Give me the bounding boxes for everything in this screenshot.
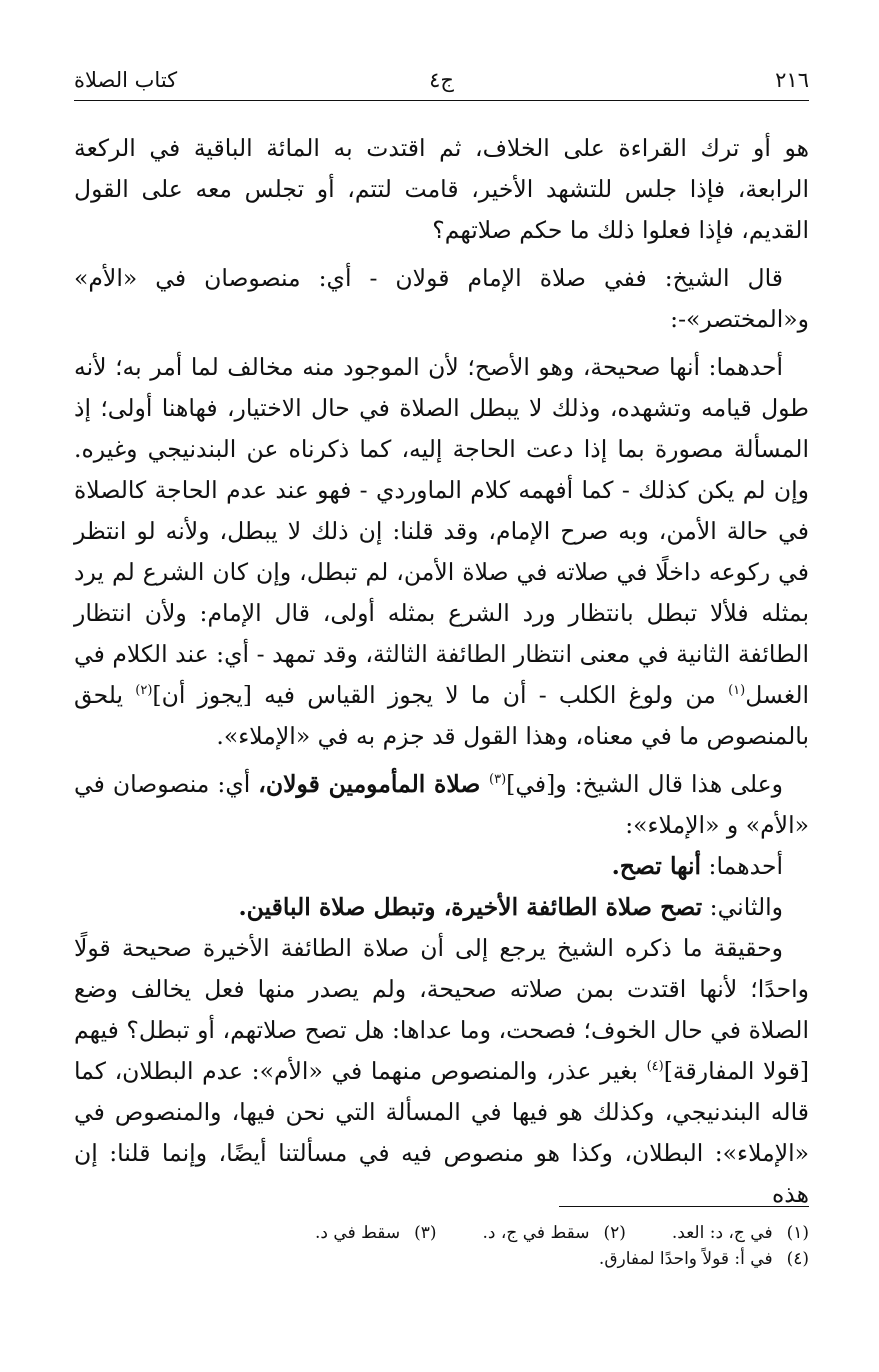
paragraph-6 xyxy=(74,887,809,928)
footnotes xyxy=(74,1220,809,1272)
footnote-ref-4[interactable]: (٤) xyxy=(646,1059,664,1075)
footnote-1 xyxy=(672,1220,809,1246)
footnote-3 xyxy=(315,1220,436,1246)
footnote-2-number: (٢) xyxy=(603,1223,626,1243)
paragraph-3-text-c: يلحق بالمنصوص ما في معناه، وهذا القول قد جزم به في «الإملاء». xyxy=(74,681,809,750)
paragraph-5-text: أحدهما: xyxy=(701,852,783,880)
volume-label: ج٤ xyxy=(429,68,454,92)
paragraph-3-text: أحدهما: أنها صحيحة، وهو الأصح؛ لأن الموجود منه مخالف لما أمر به؛ لأنه طول قيامه وتشهده، وذلك لا يبطل الصلاة في حال الاختيار، فهاهنا أولى؛ إذ المسألة مصورة بما إذا دعت الحاجة إليه، كما ذكرناه عن البندنيجي وغيره. وإن لم يكن كذلك - كما أفهمه كلام الماوردي - فهو عند عدم الحاجة كالصلاة في حالة الأمن، وبه صرح الإمام، وقد قلنا: إن ذلك لا يبطل، ولأنه لو انتظر في ركوعه داخلًا في صلاته في صلاة الأمن، لم تبطل، وإن كان الشرع لم يرد بمثله فلألا تبطل بانتظار ورد الشرع بمثله أولى، قال الإمام: ولأن انتظار الطائفة الثانية في معنى انتظار الطائفة الثالثة، وقد تمهد - أي: عند الكلام في الغسل xyxy=(74,353,810,709)
footnote-2 xyxy=(483,1220,626,1246)
footnote-ref-2[interactable]: (٢) xyxy=(135,683,153,699)
page-number: ٢١٦ xyxy=(775,68,809,92)
paragraph-6-text: والثاني: xyxy=(702,893,783,921)
header-divider xyxy=(74,100,809,101)
paragraph-2 xyxy=(74,258,809,340)
paragraph-2-text: قال الشيخ: ففي صلاة الإمام قولان - أي: منصوصان في «الأم» و«المختصر»-: xyxy=(74,264,809,333)
book-title: كتاب الصلاة xyxy=(74,68,178,92)
paragraph-4-bold: صلاة المأمومين قولان، xyxy=(258,770,490,798)
footnote-ref-1[interactable]: (١) xyxy=(728,683,746,699)
main-text xyxy=(74,128,809,1215)
paragraph-7-text-b: بغير عذر، والمنصوص منهما في «الأم»: عدم البطلان، كما قاله البندنيجي، وكذلك هو فيها في المسألة التي نحن فيها، والمنصوص في «الإملاء»: البطلان، وكذا هو منصوص فيه في مسألتنا أيضًا، وإنما قلنا: إن هذه xyxy=(74,1057,809,1208)
footnote-1-text: في ج، د: العد. xyxy=(671,1223,773,1243)
paragraph-4-text-b: أي: منصوصان في «الأم» و «الإملاء»: xyxy=(74,770,809,839)
footnote-ref-3[interactable]: (٣) xyxy=(489,772,507,788)
paragraph-3-text-b: من ولوغ الكلب - أن ما لا يجوز القياس فيه [يجوز أن] xyxy=(152,681,729,709)
footnote-row-2 xyxy=(74,1246,809,1272)
page-header xyxy=(74,64,809,98)
paragraph-7 xyxy=(74,928,809,1215)
paragraph-4-text: وعلى هذا قال الشيخ: و[في] xyxy=(506,770,783,798)
footnote-1-number: (١) xyxy=(786,1223,809,1243)
footnote-4-number: (٤) xyxy=(786,1249,809,1269)
paragraph-1-text: هو أو ترك القراءة على الخلاف، ثم اقتدت به المائة الباقية في الركعة الرابعة، فإذا جلس للتشهد الأخير، قامت لتتم، أو تجلس معه على القول القديم، فإذا فعلوا ذلك ما حكم صلاتهم؟ xyxy=(74,134,809,244)
footnote-3-text: سقط في د. xyxy=(315,1223,401,1243)
footnote-row-1 xyxy=(74,1220,809,1246)
paragraph-3 xyxy=(74,347,809,757)
paragraph-6-bold: تصح صلاة الطائفة الأخيرة، وتبطل صلاة الباقين. xyxy=(238,893,703,921)
footnote-4-text: في أ: قولاً واحدًا لمفارق. xyxy=(598,1249,773,1269)
footnote-4 xyxy=(599,1246,809,1272)
footnote-3-number: (٣) xyxy=(414,1223,437,1243)
paragraph-4 xyxy=(74,764,809,846)
footnote-divider xyxy=(559,1206,809,1207)
paragraph-7-text: وحقيقة ما ذكره الشيخ يرجع إلى أن صلاة الطائفة الأخيرة صحيحة قولًا واحدًا؛ لأنها اقتدت بمن صلاته صحيحة، ولم يصدر منها فعل يخالف وضع الصلاة في حال الخوف؛ فصحت، وما عداها: هل تصح صلاتهم، أو تبطل؟ فيهم [قولا المفارقة] xyxy=(74,934,809,1085)
paragraph-5-bold: أنها تصح. xyxy=(611,852,702,880)
paragraph-1 xyxy=(74,128,809,251)
paragraph-5 xyxy=(74,846,809,887)
footnote-2-text: سقط في ج، د. xyxy=(482,1223,590,1243)
